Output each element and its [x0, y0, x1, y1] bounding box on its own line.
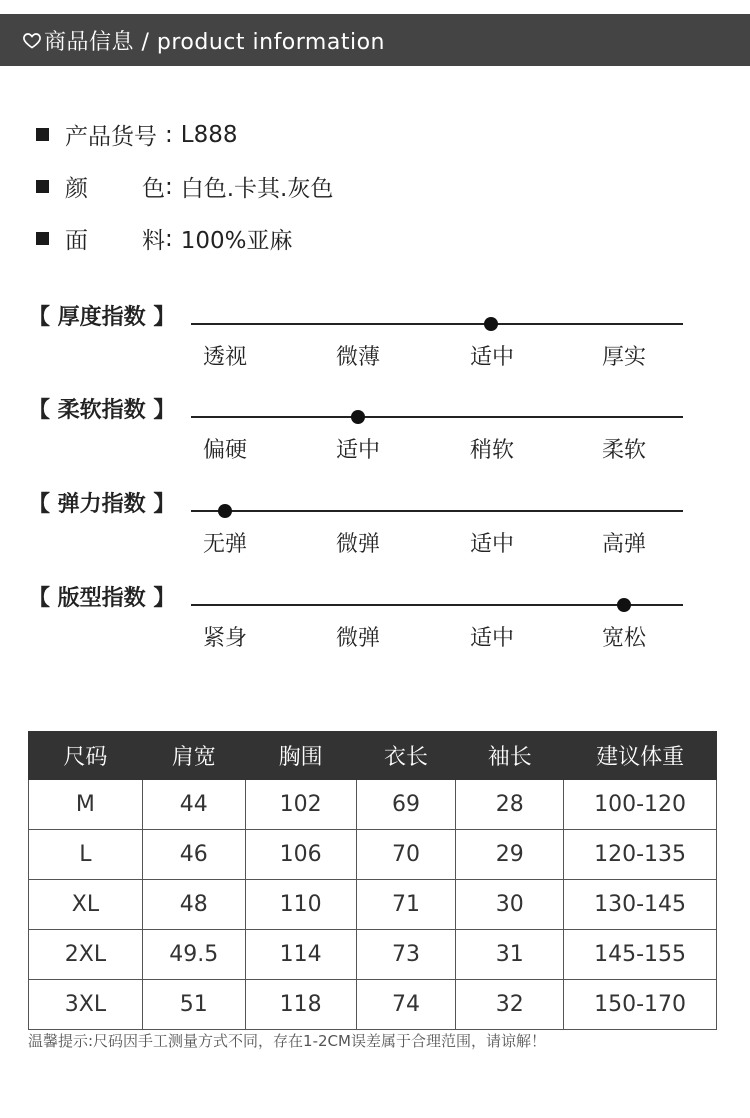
table-cell: L: [29, 830, 143, 880]
table-cell: 2XL: [29, 930, 143, 980]
index-label: 稍软: [470, 438, 515, 463]
index-label: 宽松: [602, 626, 647, 651]
table-cell: M: [29, 780, 143, 830]
index-label: 适中: [336, 438, 381, 463]
header-cell: 袖长: [456, 732, 564, 780]
index-level-dot: [484, 317, 498, 331]
table-row: [29, 780, 717, 830]
size-table: [28, 731, 717, 1030]
table-cell: 71: [356, 880, 456, 930]
index-label: 微薄: [336, 345, 381, 370]
index-label: 厚实: [602, 345, 647, 370]
bullet-square-icon: [36, 180, 49, 193]
info-row-color: [36, 170, 333, 203]
info-value: L888: [180, 121, 238, 148]
index-label: 微弹: [336, 626, 381, 651]
info-value: 100%亚麻: [180, 228, 293, 254]
bullet-square-icon: [36, 232, 49, 245]
index-label: 透视: [203, 345, 248, 370]
table-cell: 74: [356, 980, 456, 1030]
info-colon: :: [165, 225, 173, 252]
index-title: 【 厚度指数 】: [28, 305, 176, 330]
table-cell: 110: [245, 880, 356, 930]
info-key-part-b: 料: [142, 228, 165, 254]
table-row: [29, 930, 717, 980]
table-cell: 32: [456, 980, 564, 1030]
info-row-fabric: [36, 222, 293, 255]
info-key: [65, 170, 165, 203]
table-cell: 3XL: [29, 980, 143, 1030]
index-level-dot: [617, 598, 631, 612]
table-cell: 48: [142, 880, 245, 930]
index-label: 适中: [470, 532, 515, 557]
header-cell: 衣长: [356, 732, 456, 780]
table-cell: XL: [29, 880, 143, 930]
info-key-part-a: 面: [65, 228, 88, 254]
table-cell: 69: [356, 780, 456, 830]
index-title: 【 柔软指数 】: [28, 398, 176, 423]
table-row: [29, 880, 717, 930]
header-cell: 胸围: [245, 732, 356, 780]
info-colon: :: [165, 173, 173, 200]
table-cell: 46: [142, 830, 245, 880]
heart-outline-icon: [22, 30, 42, 50]
section-banner: [0, 14, 750, 66]
table-cell: 145-155: [564, 930, 717, 980]
table-cell: 114: [245, 930, 356, 980]
table-cell: 30: [456, 880, 564, 930]
index-label: 微弹: [336, 532, 381, 557]
index-scale-line: [191, 416, 683, 418]
info-key-part-a: 颜: [65, 176, 88, 202]
table-cell: 150-170: [564, 980, 717, 1030]
table-cell: 29: [456, 830, 564, 880]
table-cell: 130-145: [564, 880, 717, 930]
table-cell: 106: [245, 830, 356, 880]
table-row: [29, 980, 717, 1030]
table-cell: 51: [142, 980, 245, 1030]
info-key-part-b: 色: [142, 176, 165, 202]
table-cell: 31: [456, 930, 564, 980]
index-level-dot: [218, 504, 232, 518]
index-title: 【 版型指数 】: [28, 586, 176, 611]
table-cell: 44: [142, 780, 245, 830]
header-cell: 建议体重: [564, 732, 717, 780]
info-colon: :: [165, 121, 173, 148]
table-cell: 28: [456, 780, 564, 830]
header-cell: 肩宽: [142, 732, 245, 780]
index-label: 柔软: [602, 438, 647, 463]
size-note: 温馨提示:尺码因手工测量方式不同，存在1-2CM误差属于合理范围，请谅解！: [28, 1032, 546, 1050]
index-level-dot: [351, 410, 365, 424]
index-title: 【 弹力指数 】: [28, 492, 176, 517]
info-value: 白色.卡其.灰色: [180, 176, 334, 202]
index-label: 高弹: [602, 532, 647, 557]
index-label: 适中: [470, 345, 515, 370]
size-table-header: [29, 732, 717, 780]
bullet-square-icon: [36, 128, 49, 141]
table-cell: 70: [356, 830, 456, 880]
table-cell: 102: [245, 780, 356, 830]
table-cell: 49.5: [142, 930, 245, 980]
banner-title: 商品信息 / product information: [44, 29, 385, 55]
header-cell: 尺码: [29, 732, 143, 780]
table-cell: 118: [245, 980, 356, 1030]
info-key: [65, 222, 165, 255]
table-cell: 120-135: [564, 830, 717, 880]
info-row-sku: [36, 118, 237, 151]
table-cell: 73: [356, 930, 456, 980]
table-row: [29, 830, 717, 880]
index-label: 偏硬: [203, 438, 248, 463]
info-key: 产品货号: [65, 124, 157, 150]
index-label: 适中: [470, 626, 515, 651]
index-label: 无弹: [203, 532, 248, 557]
table-cell: 100-120: [564, 780, 717, 830]
index-label: 紧身: [203, 626, 248, 651]
index-scale-line: [191, 323, 683, 325]
index-scale-line: [191, 510, 683, 512]
index-scale-line: [191, 604, 683, 606]
